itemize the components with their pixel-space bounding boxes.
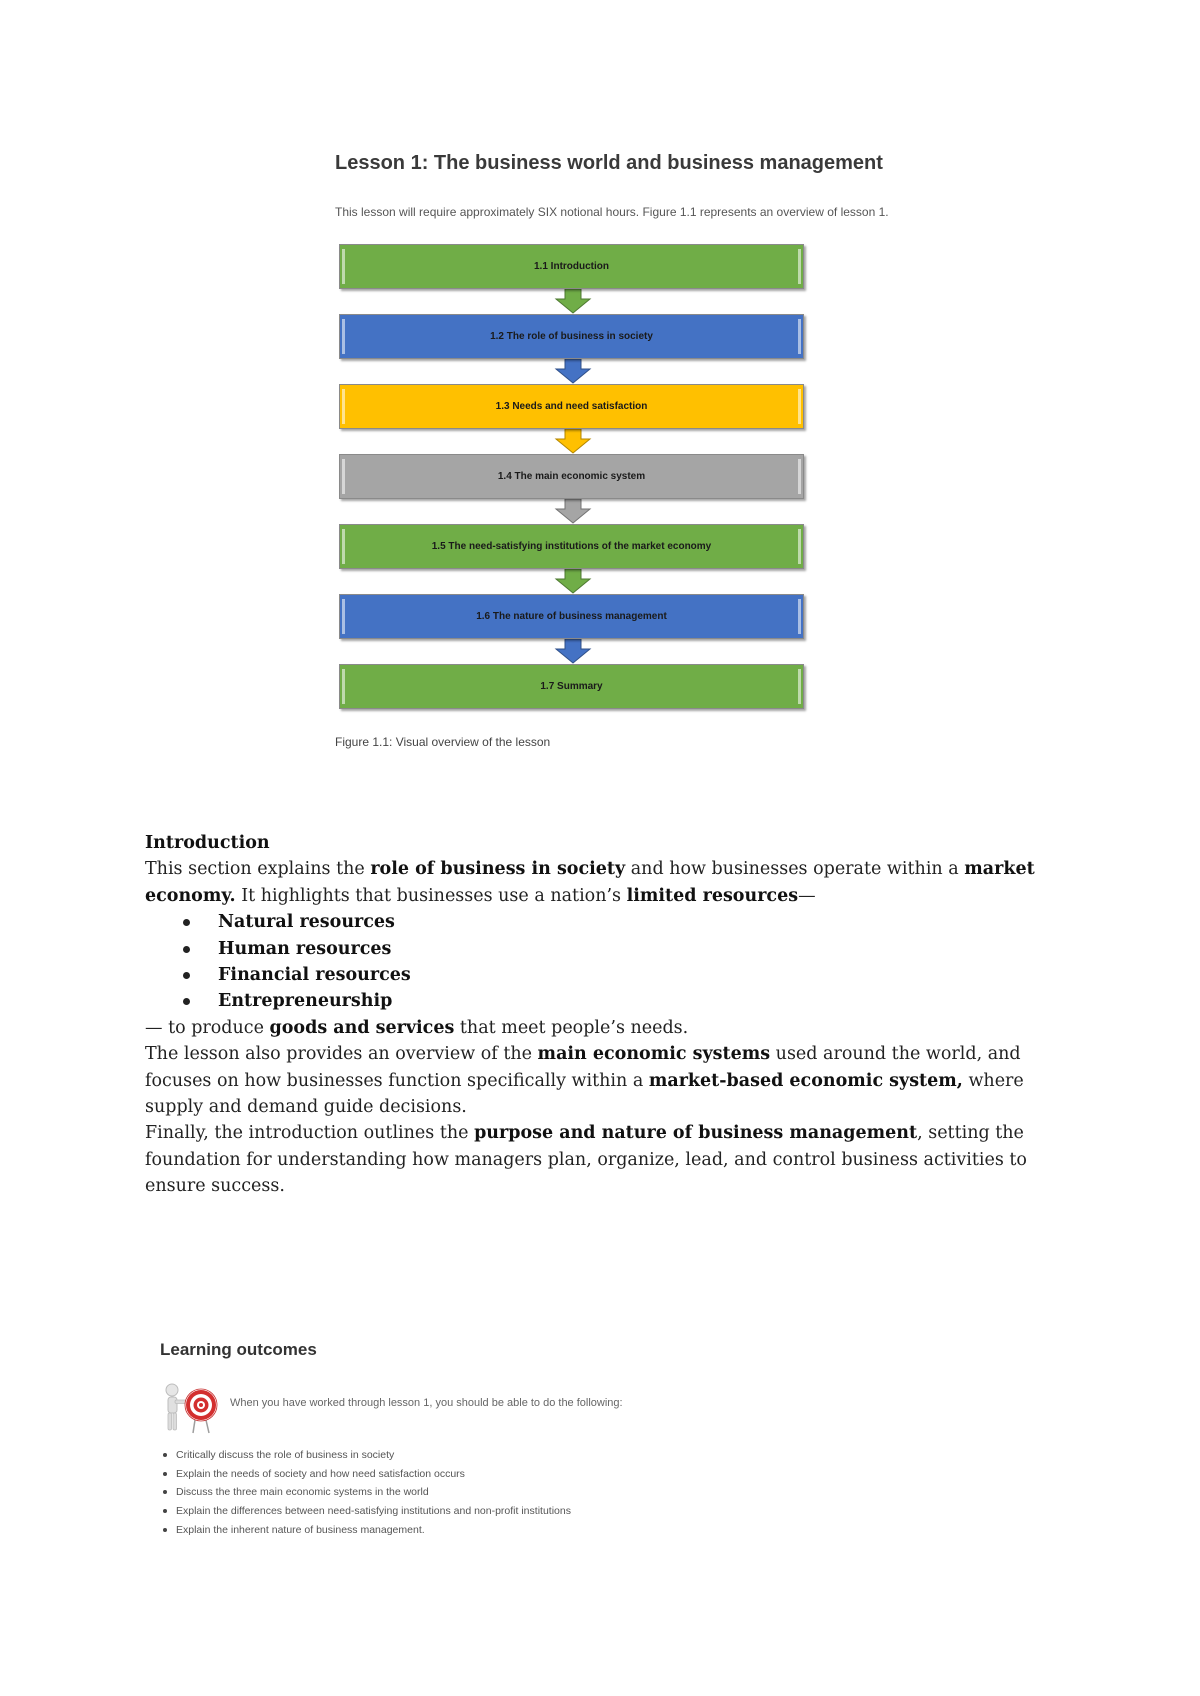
learning-outcome-item: Explain the inherent nature of business management. [162,1521,571,1540]
lesson-overview-flowchart [339,244,806,709]
down-arrow-icon [339,429,806,454]
flowchart-step: 1.3 Needs and need satisfaction [339,384,804,429]
target-icon [163,1383,225,1435]
learning-outcomes-lead: When you have worked through lesson 1, you should be able to do the following: [230,1397,623,1409]
resources-list [145,909,1065,1015]
lesson-intro-text: This lesson will require approximately SIX notional hours. Figure 1.1 represents an overview of lesson 1. [335,205,889,219]
learning-outcome-item: Critically discuss the role of business in society [162,1446,571,1465]
flowchart-step: 1.1 Introduction [339,244,804,289]
down-arrow-icon [339,499,806,524]
down-arrow-icon [339,639,806,664]
introduction-paragraph-4: Finally, the introduction outlines the purpose and nature of business management, setting the foundation for understanding how managers plan, organize, lead, and control business activities to ensure success. [145,1123,1027,1197]
flowchart-step: 1.2 The role of business in society [339,314,804,359]
learning-outcome-item: Explain the needs of society and how need satisfaction occurs [162,1465,571,1484]
down-arrow-icon [339,569,806,594]
introduction-heading: Introduction [145,833,270,853]
resource-item: Financial resources [145,962,1065,988]
resource-item: Natural resources [145,909,1065,935]
lesson-title: Lesson 1: The business world and business management [335,152,883,174]
learning-outcome-item: Explain the differences between need-satisfying institutions and non-profit institutions [162,1502,571,1521]
down-arrow-icon [339,359,806,384]
introduction-section [145,830,1065,1200]
introduction-paragraph-1: This section explains the role of business in society and how businesses operate within a market economy. It highlights that businesses use a nation’s limited resources— [145,859,1035,906]
introduction-paragraph-2: — to produce goods and services that meet people’s needs. [145,1017,689,1038]
flowchart-step: 1.7 Summary [339,664,804,709]
resource-item: Entrepreneurship [145,988,1065,1014]
resource-item: Human resources [145,936,1065,962]
flowchart-step: 1.6 The nature of business management [339,594,804,639]
learning-outcome-item: Discuss the three main economic systems in the world [162,1483,571,1502]
flowchart-step: 1.5 The need-satisfying institutions of the market economy [339,524,804,569]
learning-outcomes-list [162,1446,571,1539]
figure-caption: Figure 1.1: Visual overview of the lesson [335,735,551,749]
down-arrow-icon [339,289,806,314]
learning-outcomes-title: Learning outcomes [160,1340,317,1359]
flowchart-step: 1.4 The main economic system [339,454,804,499]
introduction-paragraph-3: The lesson also provides an overview of the main economic systems used around the world, and focuses on how businesses function specifically within a market-based economic system, where supply and demand guide decisions. [145,1044,1024,1118]
